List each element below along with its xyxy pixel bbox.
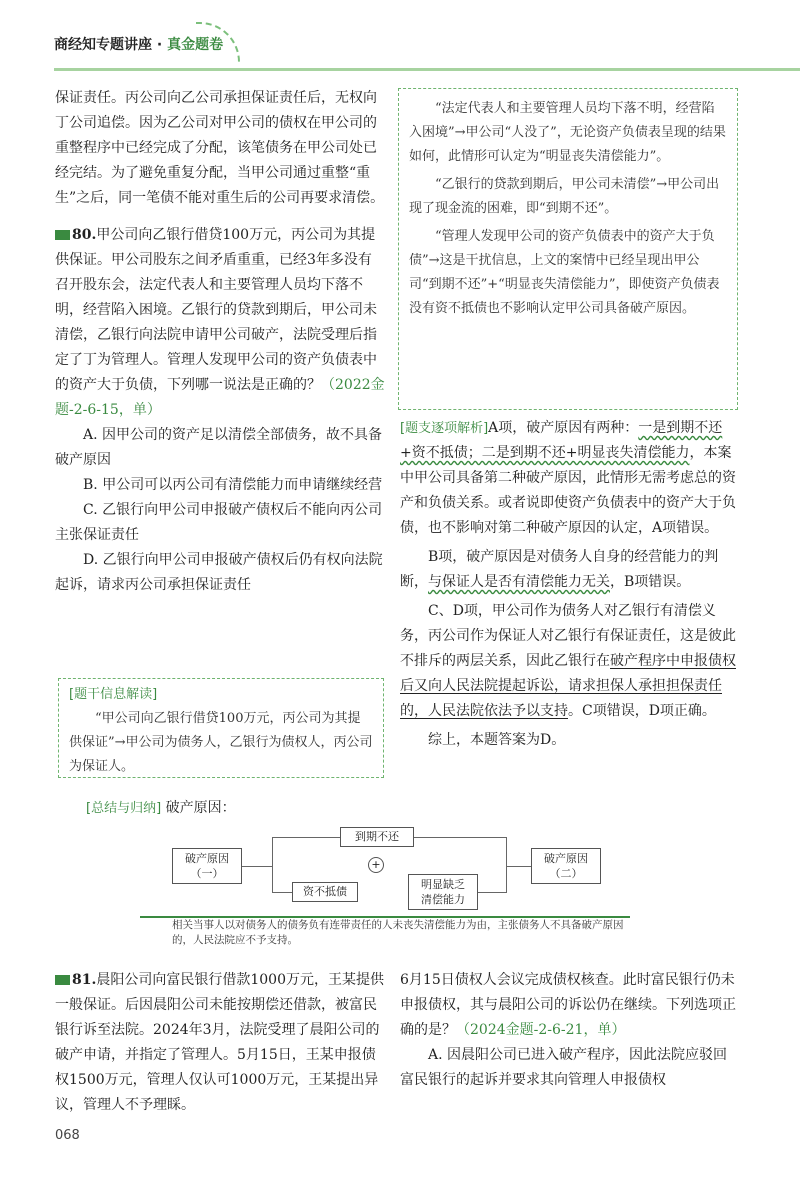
plus-circle: + bbox=[368, 857, 384, 873]
prev-answer-paragraph: 保证责任。丙公司向乙公司承担保证责任后，无权向丁公司追偿。因为乙公司对甲公司的债权在甲公司的重整程序中已经完成了分配，该笔债务在甲公司处已经完结。为了避免重复分配，当甲公司通过重整“重生”之后，同一笔债不能对重生后的公司再要求清偿。 bbox=[55, 90, 385, 206]
cause-one-box: 破产原因 （一） bbox=[172, 848, 242, 884]
summary-note: 相关当事人以对债务人的债务负有连带责任的人未丧失清偿能力为由，主张债务人不具备破产原因的，人民法院应不予支持。 bbox=[172, 919, 624, 946]
cause-two-box: 破产原因 （二） bbox=[531, 848, 601, 884]
lack-capacity-box: 明显缺乏 清偿能力 bbox=[408, 874, 478, 910]
summary-title: 破产原因： bbox=[165, 800, 236, 816]
question-marker-icon bbox=[55, 230, 70, 240]
stem-info-text: “甲公司向乙银行借贷100万元，丙公司为其提供保证”→甲公司为债务人，乙银行为债权人，丙公司为保证人。 bbox=[69, 711, 373, 774]
question-81-left bbox=[55, 968, 385, 1118]
question-80-source: （2022金题-2-6-15，单） bbox=[55, 377, 385, 418]
option-d: D. 乙银行向甲公司申报破产债权后仍有权向法院起诉，请求丙公司承担保证责任 bbox=[55, 552, 383, 593]
stem-analysis-2: “乙银行的贷款到期后，甲公司未清偿”→甲公司出现了现金流的困难，即“到期不还”。 bbox=[409, 177, 720, 216]
option-analysis-b: B项，破产原因是对债务人自身的经营能力的判断，与保证人是否有清偿能力无关，B项错误。 bbox=[400, 549, 719, 590]
option-analysis-tag: [题支逐项解析] bbox=[400, 421, 489, 436]
question-80 bbox=[55, 223, 385, 423]
key-point-guarantor: 与保证人是否有清偿能力无关 bbox=[428, 574, 610, 590]
stem-analysis-3: “管理人发现甲公司的资产负债表中的资产大于负债”→这是干扰信息，上文的案情中已经呈现出甲公司“到期不还”+“明显丧失清偿能力”，即使资产负债表没有资不抵债也不影响认定甲公司具备破产原因。 bbox=[409, 229, 720, 316]
option-c: C. 乙银行向甲公司申报破产债权后不能向丙公司主张保证责任 bbox=[55, 502, 383, 543]
question-80-stem: 甲公司向乙银行借贷100万元，丙公司为其提供保证。甲公司股东之间矛盾重重，已经3年多没有召开股东会，法定代表人和主要管理人员均下落不明，经营陷入困境。乙银行的贷款到期后，甲公司未清偿，乙银行向法院申请甲公司破产，法院受理后指定了丁为管理人。管理人发现甲公司的资产负债表中的资产大于负债，下列哪一说法是正确的？ bbox=[55, 227, 377, 393]
due-unpaid-box: 到期不还 bbox=[340, 827, 414, 847]
question-marker-icon bbox=[55, 975, 70, 985]
question-81-source: （2024金题-2-6-21，单） bbox=[456, 1022, 626, 1038]
summary-tag: [总结与归纳] bbox=[86, 801, 162, 816]
stem-analysis-1: “法定代表人和主要管理人员均下落不明，经营陷入困境”→甲公司“人没了”，无论资产负债表呈现的结果如何，此情形可认定为“明显丧失清偿能力”。 bbox=[409, 101, 726, 164]
header-arc-decoration bbox=[196, 22, 240, 62]
header-title: 商经知专题讲座 · bbox=[54, 37, 168, 53]
option-a: A. 因甲公司的资产足以清偿全部债务，故不具备破产原因 bbox=[55, 427, 383, 468]
option-b: B. 甲公司可以丙公司有清偿能力而申请继续经营 bbox=[83, 477, 383, 493]
conclusion: 综上，本题答案为D。 bbox=[428, 732, 566, 748]
header-rule bbox=[54, 68, 800, 71]
page-number: 068 bbox=[55, 1128, 80, 1143]
summary-heading bbox=[86, 796, 486, 821]
right-column bbox=[400, 416, 740, 753]
option-analysis-cd: C、D项，甲公司作为债务人对乙银行有清偿义务，丙公司作为保证人对乙银行有保证责任，这是彼此不排斥的两层关系，因此乙银行在破产程序中申报债权后又向人民法院提起诉讼，请求担保人承担担保责任的，人民法院依法予以支持。C项错误，D项正确。 bbox=[400, 603, 736, 719]
option-analysis-a: [题支逐项解析]A项，破产原因有两种：一是到期不还+资不抵债；二是到期不还+明显丧失清偿能力，本案中甲公司具备第二种破产原因，此情形无需考虑总的资产和负债关系。或者说即使资产负债表中的资产大于负债，也不影响对第二种破产原因的认定，A项错误。 bbox=[400, 420, 736, 536]
key-point-rule: 破产程序中申报债权后又向人民法院提起诉讼，请求担保人承担担保责任的，人民法院依法予以支持 bbox=[400, 653, 736, 719]
stem-info-tag: [题干信息解读] bbox=[69, 687, 158, 702]
question-81-stem-part1: 晨阳公司向富民银行借款1000万元，王某提供一般保证。后因晨阳公司未能按期偿还借款，被富民银行诉至法院。2024年3月，法院受理了晨阳公司的破产申请，并指定了管理人。5月15日，王某申报债权1500万元，管理人仅认可1000万元，王某提出异议，管理人不予理睬。 bbox=[55, 972, 384, 1113]
q81-option-a: A. 因晨阳公司已进入破产程序，因此法院应驳回富民银行的起诉并要求其向管理人申报债权 bbox=[400, 1047, 728, 1088]
stem-analysis-box bbox=[398, 88, 738, 410]
question-81-stem-part2: 6月15日债权人会议完成债权核查。此时富民银行仍未申报债权，其与晨阳公司的诉讼仍在继续。下列选项正确的是？ bbox=[400, 972, 736, 1038]
insolvent-box: 资不抵债 bbox=[292, 882, 358, 902]
stem-info-box bbox=[58, 678, 384, 778]
header-subtitle: 真金题卷 bbox=[167, 37, 224, 53]
question-80-number: 80. bbox=[72, 227, 97, 243]
question-81-number: 81. bbox=[72, 972, 97, 988]
question-81-right bbox=[400, 968, 740, 1093]
left-column bbox=[55, 86, 385, 598]
key-point-causes: 一是到期不还+资不抵债；二是到期不还+明显丧失清偿能力 bbox=[400, 420, 723, 461]
